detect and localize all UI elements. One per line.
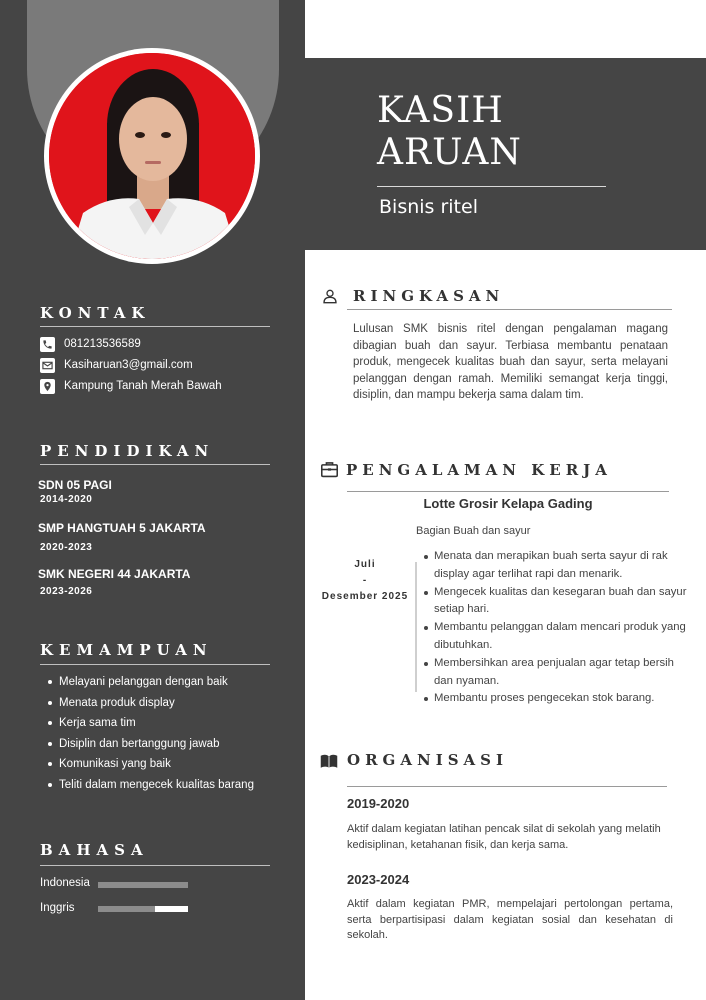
name-divider <box>377 186 606 187</box>
summary-heading: RINGKASAN <box>353 287 505 305</box>
summary-text: Lulusan SMK bisnis ritel dengan pengalaman magang dibagian buah dan sayur. Terbiasa membantu penataan produk, mengecek kualitas buah dan sayur, serta melayani pelanggan dengan ramah. Memiliki semangat kerja tinggi, disiplin, dan mampu bekerja sama dalam tim. <box>353 323 668 401</box>
contact-divider <box>40 326 270 327</box>
education-school: SMP HANGTUAH 5 JAKARTA <box>38 521 206 535</box>
skills-list <box>48 672 288 795</box>
experience-bullets <box>424 548 694 708</box>
education-years: 2023-2026 <box>40 586 93 597</box>
phone-number: 081213536589 <box>64 338 141 350</box>
languages-divider <box>40 865 270 866</box>
list-item: Teliti dalam mengecek kualitas barang <box>48 775 288 796</box>
contact-phone <box>40 336 141 352</box>
organization-heading: ORGANISASI <box>347 751 509 769</box>
list-item: Komunikasi yang baik <box>48 754 288 775</box>
language-level-fill <box>98 882 188 888</box>
language-level-bar <box>98 882 188 888</box>
organization-year: 2019-2020 <box>347 796 410 811</box>
person-icon <box>322 288 338 308</box>
experience-date-separator: - <box>362 575 368 586</box>
list-item: Membantu proses pengecekan stok barang. <box>424 690 694 708</box>
email-address: Kasiharuan3@gmail.com <box>64 359 193 371</box>
education-divider <box>40 464 270 465</box>
language-name: Indonesia <box>40 877 90 889</box>
list-item: Menata dan merapikan buah serta sayur di rak display agar terlihat rapi dan menarik. <box>424 548 694 584</box>
book-icon <box>320 753 338 773</box>
education-heading: PENDIDIKAN <box>40 442 215 460</box>
education-school: SDN 05 PAGI <box>38 478 112 492</box>
organization-year: 2023-2024 <box>347 872 410 887</box>
portrait-photo <box>49 53 255 259</box>
experience-date-end: Desember 2025 <box>321 591 409 602</box>
list-item: Kerja sama tim <box>48 713 288 734</box>
experience-divider <box>347 491 669 492</box>
skills-heading: KEMAMPUAN <box>40 641 213 659</box>
experience-date-start: Juli <box>354 559 376 570</box>
last-name: ARUAN <box>377 132 522 173</box>
contact-email <box>40 357 193 373</box>
organization-description: Aktif dalam kegiatan latihan pencak silat di sekolah yang melatih kedisiplinan, ketahanan fisik, dan kerja sama. <box>347 823 661 851</box>
list-item: Menata produk display <box>48 693 288 714</box>
list-item: Mengecek kualitas dan kesegaran buah dan sayur setiap hari. <box>424 584 694 620</box>
first-name: KASIH <box>377 90 504 131</box>
organization-divider <box>347 786 667 787</box>
language-level-bar <box>98 906 188 912</box>
experience-role: Bagian Buah dan sayur <box>416 525 531 537</box>
contact-address <box>40 378 222 394</box>
list-item: Membersihkan area penjualan agar tetap bersih dan nyaman. <box>424 655 694 691</box>
experience-timeline-line <box>415 562 417 692</box>
contact-heading: KONTAK <box>40 304 151 322</box>
summary-divider <box>347 309 672 310</box>
phone-icon <box>40 337 55 352</box>
briefcase-icon <box>320 461 339 482</box>
language-name: Inggris <box>40 902 75 914</box>
location-pin-icon <box>40 379 55 394</box>
list-item: Membantu pelanggan dalam mencari produk yang dibutuhkan. <box>424 619 694 655</box>
address: Kampung Tanah Merah Bawah <box>64 380 222 392</box>
language-level-fill <box>98 906 155 912</box>
education-years: 2020-2023 <box>40 542 93 553</box>
education-years: 2014-2020 <box>40 494 93 505</box>
list-item: Melayani pelanggan dengan baik <box>48 672 288 693</box>
job-title: Bisnis ritel <box>379 196 478 218</box>
experience-heading: PENGALAMAN KERJA <box>346 461 612 479</box>
education-school: SMK NEGERI 44 JAKARTA <box>38 567 191 581</box>
mail-icon <box>40 358 55 373</box>
languages-heading: BAHASA <box>40 841 149 859</box>
organization-description: Aktif dalam kegiatan PMR, mempelajari pertolongan pertama, serta berpartisipasi dalam kegiatan sosial dan kesehatan di sekolah. <box>347 898 673 941</box>
skills-divider <box>40 664 270 665</box>
list-item: Disiplin dan bertanggung jawab <box>48 734 288 755</box>
experience-company: Lotte Grosir Kelapa Gading <box>423 496 593 511</box>
